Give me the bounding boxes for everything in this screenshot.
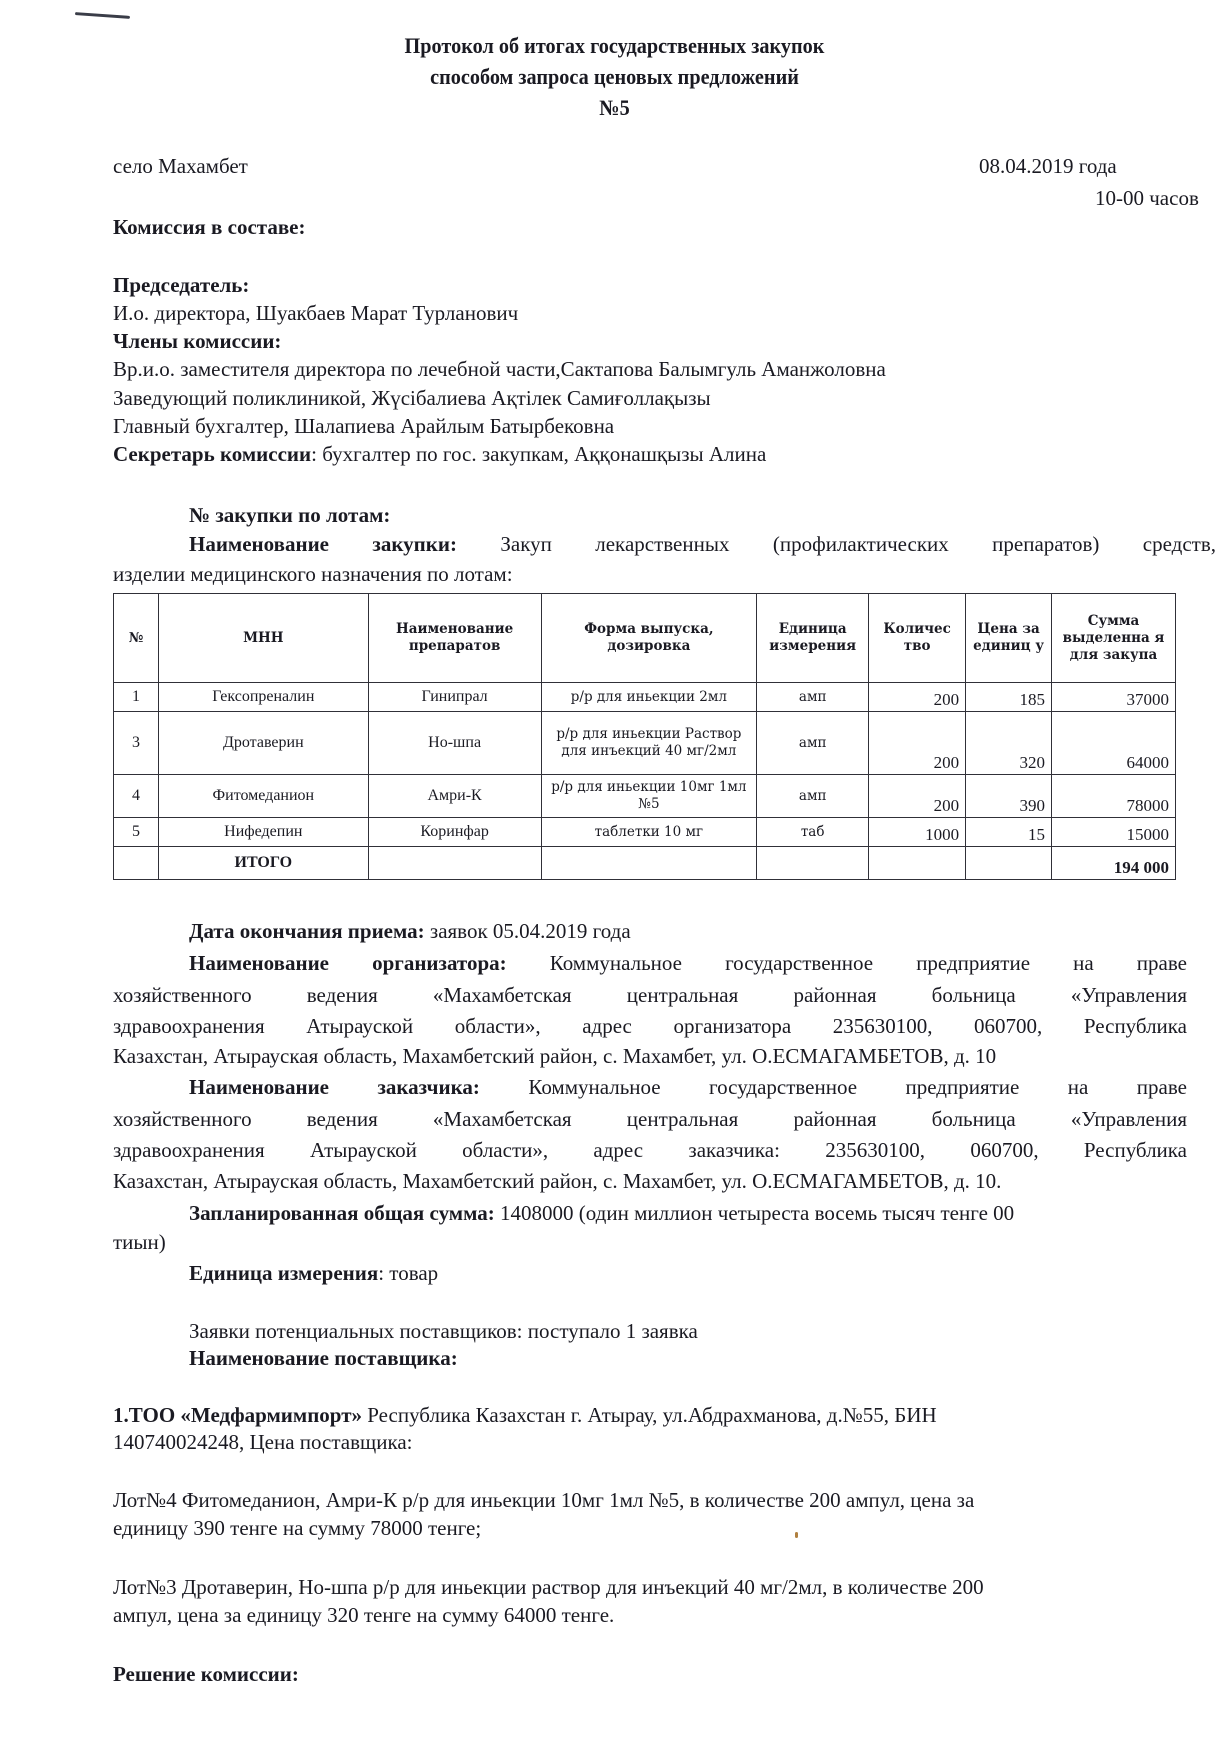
- unit-value: : товар: [378, 1261, 439, 1285]
- cell-sum: 78000: [1052, 775, 1176, 818]
- chair-label: Председатель:: [113, 273, 250, 297]
- customer-line-3: здравоохранения Атырауской области», адрес заказчика: 235630100, 060700, Республика: [113, 1138, 1187, 1162]
- col-header-no: №: [114, 594, 159, 683]
- procurement-name-value: Закуп лекарственных (профилактических препаратов) средств,: [456, 532, 1217, 556]
- commission-heading: Комиссия в составе:: [113, 215, 306, 239]
- applications-count: Заявки потенциальных поставщиков: поступало 1 заявка: [189, 1319, 698, 1343]
- col-header-qty: Количес тво: [869, 594, 966, 683]
- secretary: [113, 441, 766, 467]
- cell-form: р/р для иньекции Раствор для инъекций 40 мг/2мл: [541, 712, 757, 775]
- deadline-value: заявок 05.04.2019 года: [424, 919, 631, 943]
- procurement-name: [113, 531, 1216, 557]
- col-header-mnn: МНН: [158, 594, 368, 683]
- total-label: ИТОГО: [158, 847, 368, 880]
- cell-price: 390: [966, 775, 1052, 818]
- cell-unit: амп: [757, 712, 869, 775]
- time: 10-00 часов: [1095, 186, 1199, 210]
- customer-line-4: Казахстан, Атырауская область, Махамбетский район, с. Махамбет, ул. О.ЕСМАГАМБЕТОВ, д. 10.: [113, 1169, 1002, 1193]
- cell-price: 15: [966, 818, 1052, 847]
- cell-qty: 200: [869, 712, 966, 775]
- member-1: Вр.и.о. заместителя директора по лечебной части,Сактапова Балымгуль Аманжоловна: [113, 357, 886, 381]
- lot3-offer-line-1: Лот№3 Дротаверин, Но-шпа р/р для иньекции раствор для инъекций 40 мг/2мл, в количестве 200: [113, 1575, 984, 1599]
- col-header-price: Цена за единиц у: [966, 594, 1052, 683]
- col-header-unit: Единица измерения: [757, 594, 869, 683]
- supplier-address: Республика Казахстан г. Атырау, ул.Абдрахманова, д.№55, БИН: [362, 1403, 937, 1427]
- member-2: Заведующий поликлиникой, Жүсібалиева Ақтілек Самиғоллақызы: [113, 386, 711, 410]
- supplier-bin: 140740024248, Цена поставщика:: [113, 1430, 413, 1454]
- place: село Махамбет: [113, 154, 248, 178]
- protocol-number: №5: [599, 95, 630, 120]
- organizer-line-2: хозяйственного ведения «Махамбетская центральная районная больница «Управления: [113, 983, 1187, 1007]
- scan-speck: [795, 1532, 798, 1538]
- deadline: [189, 918, 631, 944]
- cell-qty: 1000: [869, 818, 966, 847]
- lots-label: № закупки по лотам:: [189, 503, 391, 527]
- table-row: [114, 818, 1176, 847]
- table-header-row: [114, 594, 1176, 683]
- secretary-label: Секретарь комиссии: [113, 442, 312, 466]
- cell-form: таблетки 10 мг: [541, 818, 757, 847]
- document-title: [49, 30, 1180, 123]
- col-header-drug: Наименование препаратов: [368, 594, 541, 683]
- procurement-name-cont: изделии медицинского назначения по лотам:: [113, 562, 513, 586]
- cell-no: 3: [114, 712, 159, 775]
- member-3: Главный бухгалтер, Шалапиева Арайлым Батырбековна: [113, 414, 615, 438]
- procurement-name-label: Наименование закупки:: [189, 532, 457, 556]
- col-header-form: Форма выпуска, дозировка: [541, 594, 757, 683]
- organizer-line-3: здравоохранения Атырауской области», адрес организатора 235630100, 060700, Республика: [113, 1014, 1187, 1038]
- planned-sum-cont: тиын): [113, 1230, 166, 1254]
- cell-unit: амп: [757, 775, 869, 818]
- cell-sum: 37000: [1052, 683, 1176, 712]
- customer-line-2: хозяйственного ведения «Махамбетская центральная районная больница «Управления: [113, 1107, 1187, 1131]
- members-label: Члены комиссии:: [113, 329, 282, 353]
- cell-unit: таб: [757, 818, 869, 847]
- secretary-value: : бухгалтер по гос. закупкам, Аққонашқызы Алина: [311, 442, 767, 466]
- cell-drug: Гинипрал: [368, 683, 541, 712]
- scan-mark: [75, 12, 130, 19]
- unit-label: Единица измерения: [189, 1261, 379, 1285]
- unit-of-measure: [189, 1260, 438, 1286]
- table-total-row: [114, 847, 1176, 880]
- cell-mnn: Фитомеданион: [158, 775, 368, 818]
- customer-label: Наименование заказчика:: [189, 1075, 480, 1099]
- cell-form: р/р для иньекции 10мг 1мл №5: [541, 775, 757, 818]
- total-sum: 194 000: [1052, 847, 1176, 880]
- table-row: [114, 683, 1176, 712]
- customer: Наименование заказчика: Коммунальное государственное предприятие на праве: [189, 1075, 1187, 1099]
- lot4-offer-line-1: Лот№4 Фитомеданион, Амри-К р/р для иньекции 10мг 1мл №5, в количестве 200 ампул, цена за: [113, 1488, 975, 1512]
- planned-sum-label: Запланированная общая сумма:: [189, 1201, 495, 1225]
- cell-no: 5: [114, 818, 159, 847]
- supplier-1: [113, 1402, 937, 1428]
- date: 08.04.2019 года: [979, 154, 1117, 178]
- organizer-label: Наименование организатора:: [189, 951, 507, 975]
- planned-sum: [189, 1200, 1014, 1226]
- cell-qty: 200: [869, 683, 966, 712]
- title-line-1: Протокол об итогах государственных закупок: [404, 33, 825, 58]
- cell-sum: 15000: [1052, 818, 1176, 847]
- cell-price: 320: [966, 712, 1052, 775]
- col-header-sum: Сумма выделенна я для закупа: [1052, 594, 1176, 683]
- cell-drug: Амри-К: [368, 775, 541, 818]
- deadline-label: Дата окончания приема:: [189, 919, 425, 943]
- cell-no: 4: [114, 775, 159, 818]
- planned-sum-value: 1408000 (один миллион четыреста восемь тысяч тенге 00: [494, 1201, 1015, 1225]
- cell-drug: Но-шпа: [368, 712, 541, 775]
- lots-table: [113, 593, 1176, 880]
- cell-mnn: Нифедепин: [158, 818, 368, 847]
- cell-qty: 200: [869, 775, 966, 818]
- cell-mnn: Гексопреналин: [158, 683, 368, 712]
- table-row: [114, 712, 1176, 775]
- cell-sum: 64000: [1052, 712, 1176, 775]
- cell-mnn: Дротаверин: [158, 712, 368, 775]
- cell-no: 1: [114, 683, 159, 712]
- organizer: Наименование организатора: Коммунальное государственное предприятие на праве: [189, 951, 1187, 975]
- lot4-offer-line-2: единицу 390 тенге на сумму 78000 тенге;: [113, 1516, 482, 1540]
- table-row: [114, 775, 1176, 818]
- cell-unit: амп: [757, 683, 869, 712]
- supplier-label: Наименование поставщика:: [189, 1346, 458, 1370]
- supplier-name: 1.ТОО «Медфармимпорт»: [113, 1403, 363, 1427]
- lot3-offer-line-2: ампул, цена за единицу 320 тенге на сумму 64000 тенге.: [113, 1603, 615, 1627]
- organizer-line-4: Казахстан, Атырауская область, Махамбетский район, с. Махамбет, ул. О.ЕСМАГАМБЕТОВ, д. 10: [113, 1044, 997, 1068]
- cell-price: 185: [966, 683, 1052, 712]
- cell-form: р/р для иньекции 2мл: [541, 683, 757, 712]
- cell-drug: Коринфар: [368, 818, 541, 847]
- title-line-2: способом запроса ценовых предложений: [430, 64, 799, 89]
- decision-label: Решение комиссии:: [113, 1662, 299, 1686]
- chair-name: И.о. директора, Шуакбаев Марат Турланович: [113, 301, 519, 325]
